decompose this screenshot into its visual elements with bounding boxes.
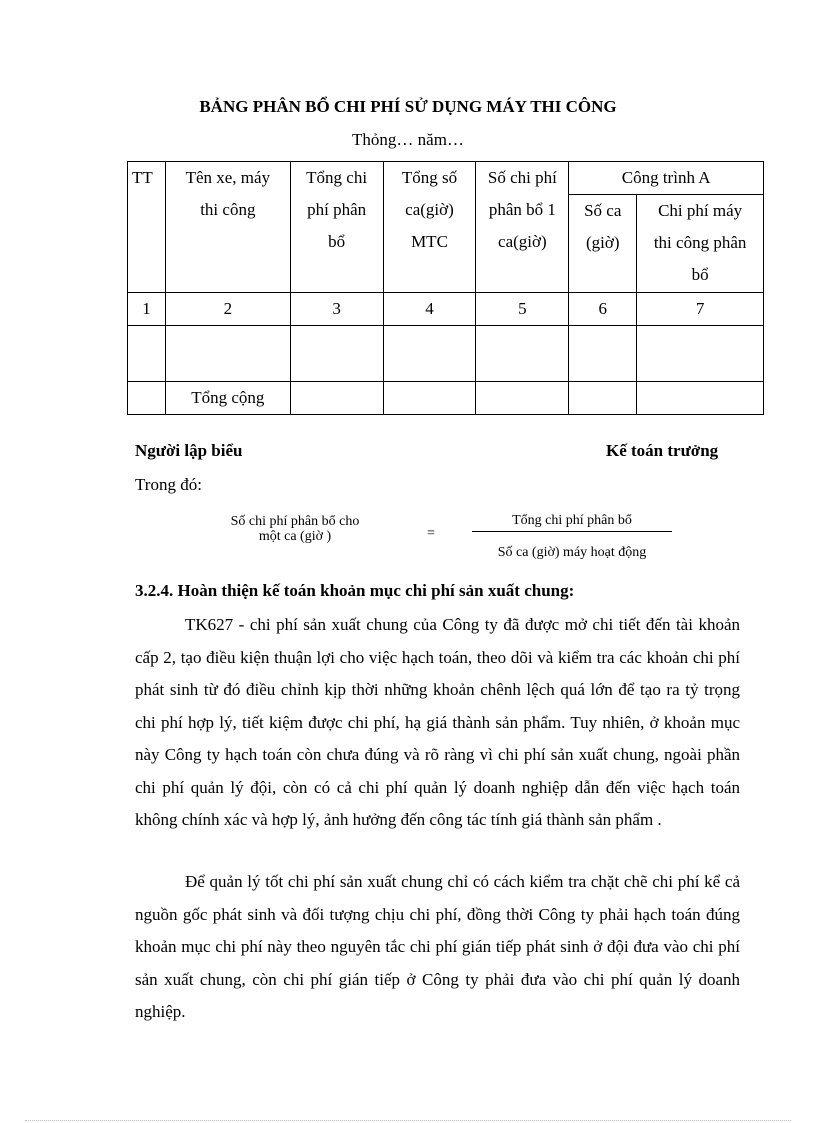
- col-number: 1: [128, 293, 166, 326]
- table-empty-row: [128, 326, 764, 382]
- formula-equals: =: [427, 526, 435, 541]
- section-heading: 3.2.4. Hoàn thiện kế toán khoản mục chi phí sản xuất chung:: [135, 581, 575, 600]
- header-total-cost: Tổng chi phí phân bổ: [290, 162, 383, 293]
- header-shift-count: Số ca (giờ): [569, 195, 637, 293]
- col-number: 4: [383, 293, 476, 326]
- preparer-signature-label: Người lập biểu: [135, 441, 243, 460]
- period-subtitle: Thỏng… năm…: [352, 130, 464, 149]
- formula-numerator: Tổng chi phí phân bổ: [512, 513, 632, 528]
- page-footer-divider: [25, 1120, 791, 1121]
- header-machine-name: Tên xe, máy thi công: [165, 162, 290, 293]
- table-total-row: [128, 382, 764, 415]
- paragraph: Để quản lý tốt chi phí sản xuất chung chỉ có cách kiểm tra chặt chẽ chi phí kể cả nguồn gốc phát sinh và đối tượng chịu chi phí, đồng thời Công ty phải hạch toán đúng khoản mục chi phí này theo nguyên tắc chi phí gián tiếp phát sinh ở đội đưa vào chi phí sản xuất chung, còn chi phí gián tiếp ở Công ty phải đưa vào chi phí quản lý doanh nghiệp.: [135, 872, 740, 1021]
- where-label: Trong đó:: [135, 475, 202, 494]
- allocation-table: [127, 161, 764, 415]
- header-cost-per-shift: Số chi phí phân bổ 1 ca(giờ): [476, 162, 569, 293]
- col-number: 6: [569, 293, 637, 326]
- chief-accountant-signature-label: Kế toán trưởng: [606, 441, 719, 460]
- header-machine-cost: Chi phí máy thi công phân bổ: [637, 195, 764, 293]
- header-tt: TT: [128, 162, 166, 293]
- col-number: 5: [476, 293, 569, 326]
- col-number: 2: [165, 293, 290, 326]
- header-project-a: Công trình A: [569, 162, 764, 195]
- formula-left-side: Số chi phí phân bổ cho một ca (giờ ): [230, 514, 360, 544]
- fraction-bar: [472, 531, 672, 532]
- col-number: 3: [290, 293, 383, 326]
- document-title: BẢNG PHÂN BỔ CHI PHÍ SỬ DỤNG MÁY THI CÔNG: [199, 97, 617, 116]
- total-label: Tổng cộng: [165, 382, 290, 415]
- paragraph: TK627 - chi phí sản xuất chung của Công ty đã được mở chi tiết đến tài khoản cấp 2, tạo điều kiện thuận lợi cho việc hạch toán, theo dõi và kiểm tra các khoản chi phí phát sinh từ đó điều chỉnh kịp thời những khoản chênh lệch quá lớn để tạo ra tỷ trọng chi phí hợp lý, tiết kiệm được chi phí, hạ giá thành sản phẩm. Tuy nhiên, ở khoản mục này Công ty hạch toán còn chưa đúng và rõ ràng vì chi phí sản xuất chung, ngoài phần chi phí quản lý đội, còn có cả chi phí quản lý doanh nghiệp dẫn đến việc hạch toán không chính xác và hợp lý, ảnh hưởng đến công tác tính giá thành sản phẩm .: [135, 615, 740, 829]
- formula-denominator: Số ca (giờ) máy hoạt động: [497, 545, 647, 560]
- header-total-shifts: Tổng số ca(giờ) MTC: [383, 162, 476, 293]
- col-number: 7: [637, 293, 764, 326]
- table-header-row: [128, 162, 764, 195]
- table-number-row: [128, 293, 764, 326]
